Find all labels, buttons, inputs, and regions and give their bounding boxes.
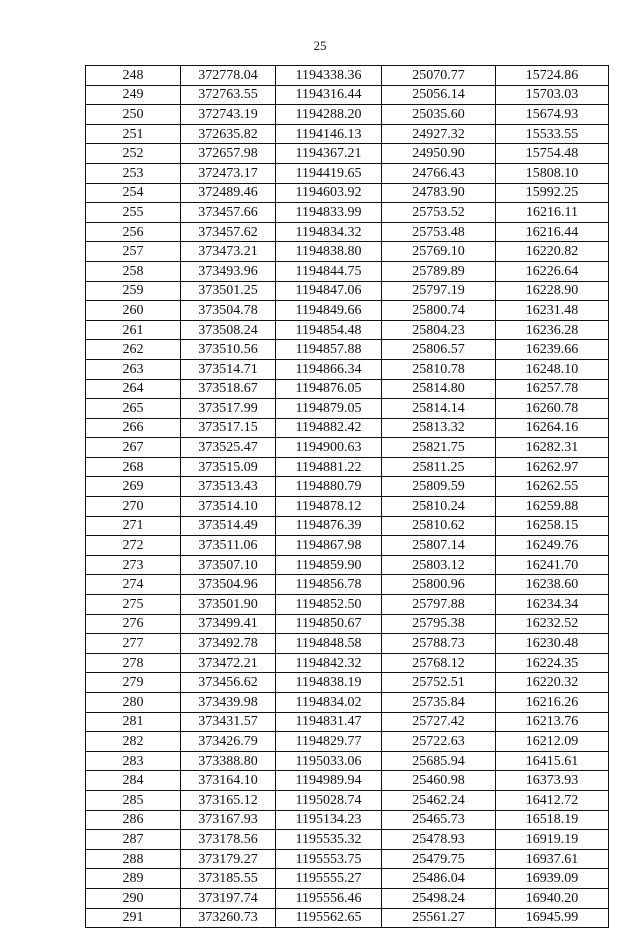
y-coordinate-cell: 1195134.23 [276, 810, 382, 830]
coordinates-table-body [86, 66, 609, 928]
x-local-cell: 25788.73 [382, 634, 496, 654]
x-coordinate-cell: 373507.10 [181, 555, 276, 575]
y-local-cell: 16373.93 [496, 771, 609, 791]
x-local-cell: 25056.14 [382, 85, 496, 105]
y-local-cell: 16415.61 [496, 751, 609, 771]
table-row [86, 751, 609, 771]
point-number-cell: 268 [86, 457, 181, 477]
point-number-cell: 255 [86, 203, 181, 223]
y-coordinate-cell: 1194842.32 [276, 653, 382, 673]
x-coordinate-cell: 373492.78 [181, 634, 276, 654]
y-local-cell: 16226.64 [496, 261, 609, 281]
y-local-cell: 15754.48 [496, 144, 609, 164]
x-coordinate-cell: 373457.62 [181, 222, 276, 242]
x-local-cell: 25735.84 [382, 693, 496, 713]
y-coordinate-cell: 1194882.42 [276, 418, 382, 438]
point-number-cell: 289 [86, 869, 181, 889]
table-row [86, 281, 609, 301]
x-coordinate-cell: 373513.43 [181, 477, 276, 497]
y-coordinate-cell: 1195555.27 [276, 869, 382, 889]
y-coordinate-cell: 1194854.48 [276, 320, 382, 340]
x-coordinate-cell: 373426.79 [181, 732, 276, 752]
y-local-cell: 16234.34 [496, 595, 609, 615]
y-coordinate-cell: 1194847.06 [276, 281, 382, 301]
table-row [86, 163, 609, 183]
y-local-cell: 16262.97 [496, 457, 609, 477]
x-local-cell: 25462.24 [382, 790, 496, 810]
x-coordinate-cell: 372657.98 [181, 144, 276, 164]
table-row [86, 888, 609, 908]
table-row [86, 85, 609, 105]
table-row [86, 810, 609, 830]
x-coordinate-cell: 373260.73 [181, 908, 276, 928]
y-coordinate-cell: 1194288.20 [276, 105, 382, 125]
y-local-cell: 16212.09 [496, 732, 609, 752]
y-coordinate-cell: 1194989.94 [276, 771, 382, 791]
point-number-cell: 249 [86, 85, 181, 105]
x-local-cell: 25478.93 [382, 830, 496, 850]
point-number-cell: 283 [86, 751, 181, 771]
point-number-cell: 281 [86, 712, 181, 732]
x-local-cell: 25722.63 [382, 732, 496, 752]
x-coordinate-cell: 373165.12 [181, 790, 276, 810]
x-coordinate-cell: 373515.09 [181, 457, 276, 477]
x-coordinate-cell: 372763.55 [181, 85, 276, 105]
y-local-cell: 16239.66 [496, 340, 609, 360]
table-row [86, 771, 609, 791]
point-number-cell: 278 [86, 653, 181, 673]
y-coordinate-cell: 1194867.98 [276, 536, 382, 556]
x-local-cell: 25498.24 [382, 888, 496, 908]
table-row [86, 340, 609, 360]
y-coordinate-cell: 1194879.05 [276, 399, 382, 419]
x-local-cell: 25797.88 [382, 595, 496, 615]
y-local-cell: 15533.55 [496, 124, 609, 144]
table-row [86, 418, 609, 438]
y-local-cell: 16518.19 [496, 810, 609, 830]
x-local-cell: 25803.12 [382, 555, 496, 575]
point-number-cell: 273 [86, 555, 181, 575]
y-coordinate-cell: 1195033.06 [276, 751, 382, 771]
table-row [86, 555, 609, 575]
x-local-cell: 25465.73 [382, 810, 496, 830]
x-coordinate-cell: 373388.80 [181, 751, 276, 771]
x-local-cell: 25753.48 [382, 222, 496, 242]
y-coordinate-cell: 1195553.75 [276, 849, 382, 869]
point-number-cell: 277 [86, 634, 181, 654]
x-local-cell: 25795.38 [382, 614, 496, 634]
table-row [86, 673, 609, 693]
x-local-cell: 25561.27 [382, 908, 496, 928]
y-coordinate-cell: 1194834.02 [276, 693, 382, 713]
x-local-cell: 24927.32 [382, 124, 496, 144]
point-number-cell: 271 [86, 516, 181, 536]
y-local-cell: 16224.35 [496, 653, 609, 673]
y-coordinate-cell: 1194829.77 [276, 732, 382, 752]
x-coordinate-cell: 373493.96 [181, 261, 276, 281]
x-coordinate-cell: 373517.99 [181, 399, 276, 419]
y-coordinate-cell: 1194833.99 [276, 203, 382, 223]
y-local-cell: 16264.16 [496, 418, 609, 438]
x-coordinate-cell: 373518.67 [181, 379, 276, 399]
y-local-cell: 16220.82 [496, 242, 609, 262]
table-row [86, 124, 609, 144]
y-local-cell: 16220.32 [496, 673, 609, 693]
x-coordinate-cell: 373439.98 [181, 693, 276, 713]
point-number-cell: 265 [86, 399, 181, 419]
point-number-cell: 276 [86, 614, 181, 634]
table-row [86, 379, 609, 399]
x-local-cell: 25752.51 [382, 673, 496, 693]
y-coordinate-cell: 1194852.50 [276, 595, 382, 615]
table-row [86, 222, 609, 242]
y-local-cell: 16232.52 [496, 614, 609, 634]
y-coordinate-cell: 1194316.44 [276, 85, 382, 105]
point-number-cell: 263 [86, 359, 181, 379]
x-local-cell: 25810.24 [382, 497, 496, 517]
y-local-cell: 16412.72 [496, 790, 609, 810]
point-number-cell: 251 [86, 124, 181, 144]
table-row [86, 438, 609, 458]
x-coordinate-cell: 373472.21 [181, 653, 276, 673]
point-number-cell: 286 [86, 810, 181, 830]
y-coordinate-cell: 1195556.46 [276, 888, 382, 908]
table-row [86, 477, 609, 497]
x-local-cell: 25806.57 [382, 340, 496, 360]
x-coordinate-cell: 373178.56 [181, 830, 276, 850]
page-number: 25 [313, 38, 327, 53]
y-coordinate-cell: 1195562.65 [276, 908, 382, 928]
point-number-cell: 266 [86, 418, 181, 438]
x-coordinate-cell: 373514.49 [181, 516, 276, 536]
y-local-cell: 16248.10 [496, 359, 609, 379]
y-coordinate-cell: 1194831.47 [276, 712, 382, 732]
x-coordinate-cell: 373167.93 [181, 810, 276, 830]
y-coordinate-cell: 1194859.90 [276, 555, 382, 575]
y-coordinate-cell: 1194876.39 [276, 516, 382, 536]
x-local-cell: 25814.14 [382, 399, 496, 419]
y-local-cell: 16259.88 [496, 497, 609, 517]
x-local-cell: 25807.14 [382, 536, 496, 556]
point-number-cell: 267 [86, 438, 181, 458]
y-local-cell: 16230.48 [496, 634, 609, 654]
y-local-cell: 16238.60 [496, 575, 609, 595]
table-row [86, 497, 609, 517]
y-local-cell: 16216.26 [496, 693, 609, 713]
y-local-cell: 16236.28 [496, 320, 609, 340]
x-local-cell: 25789.89 [382, 261, 496, 281]
x-local-cell: 25800.74 [382, 301, 496, 321]
table-row [86, 595, 609, 615]
x-local-cell: 25804.23 [382, 320, 496, 340]
y-coordinate-cell: 1194856.78 [276, 575, 382, 595]
y-coordinate-cell: 1194878.12 [276, 497, 382, 517]
y-local-cell: 16939.09 [496, 869, 609, 889]
x-coordinate-cell: 373514.71 [181, 359, 276, 379]
x-coordinate-cell: 373431.57 [181, 712, 276, 732]
point-number-cell: 290 [86, 888, 181, 908]
y-coordinate-cell: 1194834.32 [276, 222, 382, 242]
table-row [86, 359, 609, 379]
y-coordinate-cell: 1194844.75 [276, 261, 382, 281]
table-row [86, 457, 609, 477]
x-coordinate-cell: 373511.06 [181, 536, 276, 556]
y-local-cell: 15703.03 [496, 85, 609, 105]
x-local-cell: 25810.62 [382, 516, 496, 536]
table-row [86, 144, 609, 164]
table-row [86, 203, 609, 223]
x-coordinate-cell: 373501.90 [181, 595, 276, 615]
x-local-cell: 25810.78 [382, 359, 496, 379]
x-coordinate-cell: 373525.47 [181, 438, 276, 458]
x-coordinate-cell: 373179.27 [181, 849, 276, 869]
table-row [86, 301, 609, 321]
point-number-cell: 261 [86, 320, 181, 340]
y-coordinate-cell: 1195535.32 [276, 830, 382, 850]
x-coordinate-cell: 372473.17 [181, 163, 276, 183]
x-coordinate-cell: 373508.24 [181, 320, 276, 340]
x-local-cell: 24950.90 [382, 144, 496, 164]
x-coordinate-cell: 373510.56 [181, 340, 276, 360]
table-row [86, 653, 609, 673]
y-coordinate-cell: 1195028.74 [276, 790, 382, 810]
x-coordinate-cell: 373185.55 [181, 869, 276, 889]
x-local-cell: 25811.25 [382, 457, 496, 477]
point-number-cell: 272 [86, 536, 181, 556]
x-coordinate-cell: 372635.82 [181, 124, 276, 144]
y-coordinate-cell: 1194857.88 [276, 340, 382, 360]
x-local-cell: 25035.60 [382, 105, 496, 125]
point-number-cell: 258 [86, 261, 181, 281]
y-coordinate-cell: 1194146.13 [276, 124, 382, 144]
x-local-cell: 25753.52 [382, 203, 496, 223]
table-row [86, 242, 609, 262]
x-coordinate-cell: 373501.25 [181, 281, 276, 301]
y-coordinate-cell: 1194848.58 [276, 634, 382, 654]
point-number-cell: 269 [86, 477, 181, 497]
x-coordinate-cell: 373499.41 [181, 614, 276, 634]
x-coordinate-cell: 372778.04 [181, 66, 276, 86]
y-coordinate-cell: 1194881.22 [276, 457, 382, 477]
x-local-cell: 25769.10 [382, 242, 496, 262]
x-local-cell: 25809.59 [382, 477, 496, 497]
point-number-cell: 248 [86, 66, 181, 86]
table-row [86, 712, 609, 732]
y-coordinate-cell: 1194838.80 [276, 242, 382, 262]
x-local-cell: 25685.94 [382, 751, 496, 771]
x-coordinate-cell: 373473.21 [181, 242, 276, 262]
x-coordinate-cell: 373457.66 [181, 203, 276, 223]
point-number-cell: 284 [86, 771, 181, 791]
table-row [86, 732, 609, 752]
y-coordinate-cell: 1194338.36 [276, 66, 382, 86]
x-local-cell: 25814.80 [382, 379, 496, 399]
table-row [86, 869, 609, 889]
point-number-cell: 264 [86, 379, 181, 399]
y-coordinate-cell: 1194838.19 [276, 673, 382, 693]
x-coordinate-cell: 373517.15 [181, 418, 276, 438]
y-local-cell: 15992.25 [496, 183, 609, 203]
y-coordinate-cell: 1194880.79 [276, 477, 382, 497]
y-local-cell: 16216.11 [496, 203, 609, 223]
point-number-cell: 253 [86, 163, 181, 183]
point-number-cell: 260 [86, 301, 181, 321]
x-local-cell: 25727.42 [382, 712, 496, 732]
point-number-cell: 285 [86, 790, 181, 810]
y-coordinate-cell: 1194419.65 [276, 163, 382, 183]
y-local-cell: 16937.61 [496, 849, 609, 869]
x-local-cell: 25821.75 [382, 438, 496, 458]
x-coordinate-cell: 372489.46 [181, 183, 276, 203]
x-coordinate-cell: 373504.96 [181, 575, 276, 595]
y-coordinate-cell: 1194367.21 [276, 144, 382, 164]
point-number-cell: 270 [86, 497, 181, 517]
table-row [86, 790, 609, 810]
x-local-cell: 25460.98 [382, 771, 496, 791]
point-number-cell: 282 [86, 732, 181, 752]
point-number-cell: 288 [86, 849, 181, 869]
point-number-cell: 252 [86, 144, 181, 164]
point-number-cell: 279 [86, 673, 181, 693]
table-row [86, 634, 609, 654]
x-local-cell: 24766.43 [382, 163, 496, 183]
y-local-cell: 16213.76 [496, 712, 609, 732]
y-coordinate-cell: 1194603.92 [276, 183, 382, 203]
y-local-cell: 16940.20 [496, 888, 609, 908]
table-row [86, 399, 609, 419]
table-row [86, 908, 609, 928]
y-coordinate-cell: 1194866.34 [276, 359, 382, 379]
point-number-cell: 287 [86, 830, 181, 850]
y-local-cell: 16257.78 [496, 379, 609, 399]
point-number-cell: 256 [86, 222, 181, 242]
y-local-cell: 16945.99 [496, 908, 609, 928]
y-local-cell: 16262.55 [496, 477, 609, 497]
x-local-cell: 25479.75 [382, 849, 496, 869]
y-local-cell: 15808.10 [496, 163, 609, 183]
y-local-cell: 16260.78 [496, 399, 609, 419]
table-row [86, 105, 609, 125]
point-number-cell: 280 [86, 693, 181, 713]
y-local-cell: 16258.15 [496, 516, 609, 536]
x-local-cell: 24783.90 [382, 183, 496, 203]
point-number-cell: 250 [86, 105, 181, 125]
y-local-cell: 16216.44 [496, 222, 609, 242]
table-row [86, 183, 609, 203]
x-local-cell: 25813.32 [382, 418, 496, 438]
table-row [86, 320, 609, 340]
x-coordinate-cell: 373164.10 [181, 771, 276, 791]
x-coordinate-cell: 373456.62 [181, 673, 276, 693]
x-local-cell: 25070.77 [382, 66, 496, 86]
x-coordinate-cell: 373514.10 [181, 497, 276, 517]
coordinates-table [85, 65, 609, 928]
table-row [86, 693, 609, 713]
y-local-cell: 16919.19 [496, 830, 609, 850]
point-number-cell: 291 [86, 908, 181, 928]
y-local-cell: 16228.90 [496, 281, 609, 301]
y-local-cell: 16241.70 [496, 555, 609, 575]
y-local-cell: 15674.93 [496, 105, 609, 125]
x-coordinate-cell: 373504.78 [181, 301, 276, 321]
y-coordinate-cell: 1194849.66 [276, 301, 382, 321]
point-number-cell: 262 [86, 340, 181, 360]
y-local-cell: 15724.86 [496, 66, 609, 86]
y-coordinate-cell: 1194900.63 [276, 438, 382, 458]
point-number-cell: 259 [86, 281, 181, 301]
x-local-cell: 25768.12 [382, 653, 496, 673]
x-local-cell: 25800.96 [382, 575, 496, 595]
y-local-cell: 16231.48 [496, 301, 609, 321]
x-local-cell: 25486.04 [382, 869, 496, 889]
y-coordinate-cell: 1194850.67 [276, 614, 382, 634]
x-coordinate-cell: 372743.19 [181, 105, 276, 125]
x-coordinate-cell: 373197.74 [181, 888, 276, 908]
point-number-cell: 254 [86, 183, 181, 203]
y-local-cell: 16282.31 [496, 438, 609, 458]
table-row [86, 536, 609, 556]
table-row [86, 830, 609, 850]
y-local-cell: 16249.76 [496, 536, 609, 556]
table-row [86, 575, 609, 595]
point-number-cell: 275 [86, 595, 181, 615]
table-row [86, 66, 609, 86]
table-row [86, 516, 609, 536]
table-row [86, 261, 609, 281]
point-number-cell: 274 [86, 575, 181, 595]
table-row [86, 614, 609, 634]
y-coordinate-cell: 1194876.05 [276, 379, 382, 399]
point-number-cell: 257 [86, 242, 181, 262]
x-local-cell: 25797.19 [382, 281, 496, 301]
table-row [86, 849, 609, 869]
